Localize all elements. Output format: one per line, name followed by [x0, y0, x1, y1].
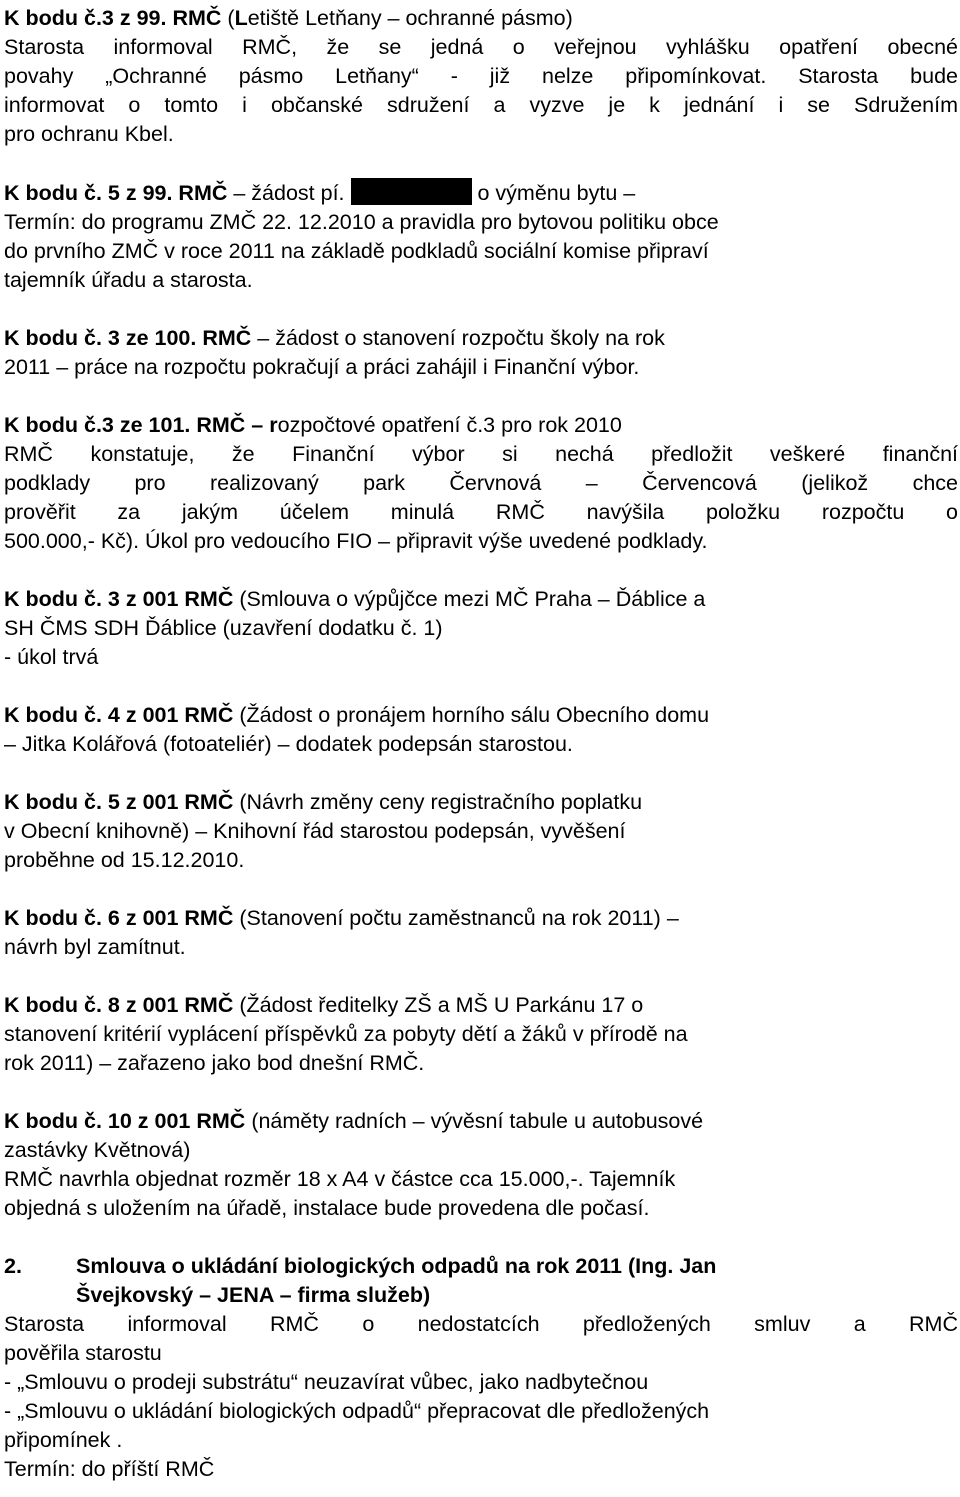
- numbered-heading-continuation: Švejkovský – JENA – firma služeb): [76, 1283, 431, 1307]
- paragraph-line: připomínek .: [4, 1428, 123, 1452]
- section-heading: K bodu č.3 z 99. RMČ (Letiště Letňany – ochranné pásmo): [4, 6, 573, 30]
- paragraph-line: Termín: do příští RMČ: [4, 1457, 215, 1481]
- section-heading: K bodu č. 3 z 001 RMČ (Smlouva o výpůjčce mezi MČ Praha – Ďáblice a: [4, 587, 706, 611]
- paragraph-line: pověřila starostu: [4, 1341, 162, 1365]
- paragraph-line: prověřit za jakým účelem minulá RMČ navýšila položku rozpočtu o: [4, 500, 958, 524]
- numbered-heading: [4, 1252, 958, 1281]
- section-k-bodu-5-z-99: [4, 178, 958, 295]
- paragraph-line: RMČ navrhla objednat rozměr 18 x A4 v částce cca 15.000,-. Tajemník: [4, 1167, 676, 1191]
- paragraph-line: SH ČMS SDH Ďáblice (uzavření dodatku č. 1): [4, 616, 443, 640]
- paragraph-line: zastávky Květnová): [4, 1138, 191, 1162]
- section-2-smlouva: [4, 1252, 958, 1484]
- paragraph-line: proběhne od 15.12.2010.: [4, 848, 245, 872]
- section-k-bodu-3-ze-101: [4, 411, 958, 556]
- section-heading: K bodu č. 5 z 001 RMČ (Návrh změny ceny registračního poplatku: [4, 790, 643, 814]
- section-heading: K bodu č.3 ze 101. RMČ – rozpočtové opatření č.3 pro rok 2010: [4, 413, 622, 437]
- section-k-bodu-3-z-99: [4, 4, 958, 149]
- section-k-bodu-10-z-001: [4, 1107, 958, 1223]
- paragraph-line: v Obecní knihovně) – Knihovní řád starostou podepsán, vyvěšení: [4, 819, 626, 843]
- paragraph-line: 500.000,- Kč). Úkol pro vedoucího FIO – připravit výše uvedené podklady.: [4, 529, 708, 553]
- paragraph-line: stanovení kritérií vyplácení příspěvků za pobyty dětí a žáků v přírodě na: [4, 1022, 688, 1046]
- paragraph-line: RMČ konstatuje, že Finanční výbor si nechá předložit veškeré finanční: [4, 442, 958, 466]
- paragraph-line: povahy „Ochranné pásmo Letňany“ - již nelze připomínkovat. Starosta bude: [4, 64, 958, 88]
- paragraph-line: – Jitka Kolářová (fotoateliér) – dodatek podepsán starostou.: [4, 732, 573, 756]
- paragraph-line: rok 2011) – zařazeno jako bod dnešní RMČ.: [4, 1051, 425, 1075]
- section-k-bodu-8-z-001: [4, 991, 958, 1078]
- heading-title: Smlouva o ukládání biologických odpadů na rok 2011 (Ing. Jan: [76, 1254, 717, 1278]
- paragraph-line: - „Smlouvu o ukládání biologických odpadů“ přepracovat dle předložených: [4, 1399, 710, 1423]
- section-heading: K bodu č. 6 z 001 RMČ (Stanovení počtu zaměstnanců na rok 2011) –: [4, 906, 679, 930]
- document-page: [4, 4, 958, 1484]
- section-heading: K bodu č. 4 z 001 RMČ (Žádost o pronájem horního sálu Obecního domu: [4, 703, 710, 727]
- paragraph-line: do prvního ZMČ v roce 2011 na základě podkladů sociální komise připraví: [4, 239, 709, 263]
- paragraph-line: pro ochranu Kbel.: [4, 122, 174, 146]
- paragraph-line: Starosta informoval RMČ o nedostatcích předložených smluv a RMČ: [4, 1312, 958, 1336]
- paragraph-line: Termín: do programu ZMČ 22. 12.2010 a pravidla pro bytovou politiku obce: [4, 210, 719, 234]
- paragraph-line: podklady pro realizovaný park Červnová – Červencová (jelikož chce: [4, 471, 958, 495]
- section-k-bodu-4-z-001: [4, 701, 958, 759]
- section-k-bodu-6-z-001: [4, 904, 958, 962]
- section-k-bodu-5-z-001: [4, 788, 958, 875]
- section-heading: K bodu č. 10 z 001 RMČ (náměty radních – vývěsní tabule u autobusové: [4, 1109, 704, 1133]
- paragraph-line: tajemník úřadu a starosta.: [4, 268, 253, 292]
- paragraph-line: informovat o tomto i občanské sdružení a vyzve je k jednání i se Sdružením: [4, 93, 958, 117]
- paragraph-line: objedná s uložením na úřadě, instalace bude provedena dle počasí.: [4, 1196, 650, 1220]
- paragraph-line: Starosta informoval RMČ, že se jedná o veřejnou vyhlášku opatření obecné: [4, 35, 958, 59]
- section-heading: K bodu č. 8 z 001 RMČ (Žádost ředitelky ZŠ a MŠ U Parkánu 17 o: [4, 993, 644, 1017]
- redacted-name-block: [351, 178, 472, 205]
- paragraph-line: návrh byl zamítnut.: [4, 935, 186, 959]
- heading-number: 2.: [4, 1254, 22, 1278]
- section-heading: K bodu č. 5 z 99. RMČ – žádost pí. o výměnu bytu –: [4, 178, 958, 208]
- section-heading: K bodu č. 3 ze 100. RMČ – žádost o stanovení rozpočtu školy na rok: [4, 326, 665, 350]
- paragraph-line: - úkol trvá: [4, 645, 99, 669]
- section-k-bodu-3-z-001: [4, 585, 958, 672]
- paragraph-line: 2011 – práce na rozpočtu pokračují a práci zahájil i Finanční výbor.: [4, 355, 640, 379]
- section-k-bodu-3-ze-100: [4, 324, 958, 382]
- paragraph-line: - „Smlouvu o prodeji substrátu“ neuzavírat vůbec, jako nadbytečnou: [4, 1370, 649, 1394]
